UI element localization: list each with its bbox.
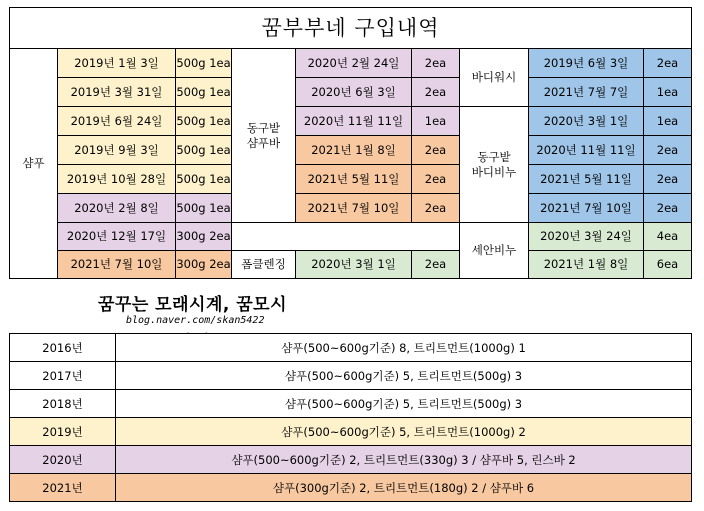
shampoo-qty: 500g 1ea — [175, 106, 232, 136]
face-soap-qty: 6ea — [643, 250, 692, 279]
shampoo-bar-qty: 2ea — [411, 164, 460, 194]
shampoo-bar-date: 2021년 5월 11일 — [295, 164, 412, 194]
body-soap-date: 2020년 11월 11일 — [528, 135, 644, 165]
shampoo-bar-date: 2021년 1월 8일 — [295, 135, 412, 165]
shampoo-qty: 500g 1ea — [175, 164, 232, 194]
face-soap-date: 2021년 1월 8일 — [528, 250, 644, 279]
body-wash-date: 2019년 6월 3일 — [528, 48, 644, 78]
body-soap-date: 2021년 7월 10일 — [528, 193, 644, 223]
face-soap-date: 2020년 3월 24일 — [528, 222, 644, 251]
shampoo-bar-date: 2020년 6월 3일 — [295, 77, 412, 107]
face-soap-qty: 4ea — [643, 222, 692, 251]
summary-year: 2019년 — [9, 417, 116, 446]
shampoo-bar-qty: 2ea — [411, 77, 460, 107]
summary-year: 2017년 — [9, 361, 116, 390]
body-soap-qty: 1ea — [643, 106, 692, 136]
shampoo-bar-qty: 2ea — [411, 48, 460, 78]
yearly-summary-table — [9, 333, 692, 505]
category-body-soap: 동구밭 바디비누 — [459, 106, 529, 223]
shampoo-qty: 500g 1ea — [175, 77, 232, 107]
foam-cleansing-date: 2020년 3월 1일 — [295, 250, 412, 279]
summary-text: 샴푸(500~600g기준) 5, 트리트먼트(1000g) 2 — [115, 417, 692, 446]
shampoo-qty: 300g 2ea — [175, 250, 232, 279]
body-wash-date: 2021년 7월 7일 — [528, 77, 644, 107]
shampoo-date: 2019년 10월 28일 — [57, 164, 176, 194]
purchase-history-table — [9, 7, 692, 279]
shampoo-qty: 500g 1ea — [175, 135, 232, 165]
shampoo-date: 2019년 6월 24일 — [57, 106, 176, 136]
shampoo-date: 2021년 7월 10일 — [57, 250, 176, 279]
summary-text: 샴푸(500~600g기준) 8, 트리트먼트(1000g) 1 — [115, 333, 692, 362]
signature-title: 꿈꾸는 모래시계, 꿈모시 — [98, 295, 288, 315]
summary-year: 2020년 — [9, 445, 116, 474]
signature-naver-url: blog.naver.com/skan5422 — [126, 315, 265, 326]
body-soap-qty: 2ea — [643, 135, 692, 165]
shampoo-date: 2019년 9월 3일 — [57, 135, 176, 165]
shampoo-qty: 500g 1ea — [175, 48, 232, 78]
body-soap-qty: 2ea — [643, 193, 692, 223]
category-shampoo: 샴푸 — [9, 48, 58, 279]
shampoo-bar-date: 2020년 2월 24일 — [295, 48, 412, 78]
shampoo-bar-date: 2021년 7월 10일 — [295, 193, 412, 223]
page-title: 꿈부부네 구입내역 — [9, 7, 692, 49]
body-soap-qty: 2ea — [643, 164, 692, 194]
shampoo-date: 2019년 3월 31일 — [57, 77, 176, 107]
category-foam-cleansing: 폼클렌징 — [231, 250, 296, 279]
shampoo-date: 2020년 2월 8일 — [57, 193, 176, 223]
summary-year: 2021년 — [9, 473, 116, 502]
body-soap-date: 2020년 3월 1일 — [528, 106, 644, 136]
summary-year: 2016년 — [9, 333, 116, 362]
shampoo-bar-qty: 2ea — [411, 193, 460, 223]
summary-row — [9, 333, 692, 362]
summary-text: 샴푸(500~600g기준) 2, 트리트먼트(330g) 3 / 샴푸바 5, 린스바 2 — [115, 445, 692, 474]
summary-text: 샴푸(300g기준) 2, 트리트먼트(180g) 2 / 샴푸바 6 — [115, 473, 692, 502]
summary-text: 샴푸(500~600g기준) 5, 트리트먼트(500g) 3 — [115, 389, 692, 418]
shampoo-date: 2019년 1월 3일 — [57, 48, 176, 78]
foam-cleansing-qty: 2ea — [411, 250, 460, 279]
shampoo-date: 2020년 12월 17일 — [57, 222, 176, 251]
category-face-soap: 세안비누 — [459, 222, 529, 279]
summary-year: 2018년 — [9, 389, 116, 418]
empty-cell — [231, 222, 460, 251]
shampoo-bar-qty: 2ea — [411, 135, 460, 165]
shampoo-qty: 300g 2ea — [175, 222, 232, 251]
shampoo-bar-qty: 1ea — [411, 106, 460, 136]
summary-row — [9, 445, 692, 474]
shampoo-qty: 500g 1ea — [175, 193, 232, 223]
body-soap-date: 2021년 5월 11일 — [528, 164, 644, 194]
summary-row — [9, 361, 692, 390]
summary-row — [9, 417, 692, 446]
shampoo-bar-date: 2020년 11월 11일 — [295, 106, 412, 136]
body-wash-qty: 2ea — [643, 48, 692, 78]
body-wash-qty: 1ea — [643, 77, 692, 107]
summary-text: 샴푸(500~600g기준) 5, 트리트먼트(500g) 3 — [115, 361, 692, 390]
summary-row — [9, 473, 692, 502]
summary-row — [9, 389, 692, 418]
category-shampoo-bar: 동구밭 샴푸바 — [231, 48, 296, 223]
category-body-wash: 바디워시 — [459, 48, 529, 107]
